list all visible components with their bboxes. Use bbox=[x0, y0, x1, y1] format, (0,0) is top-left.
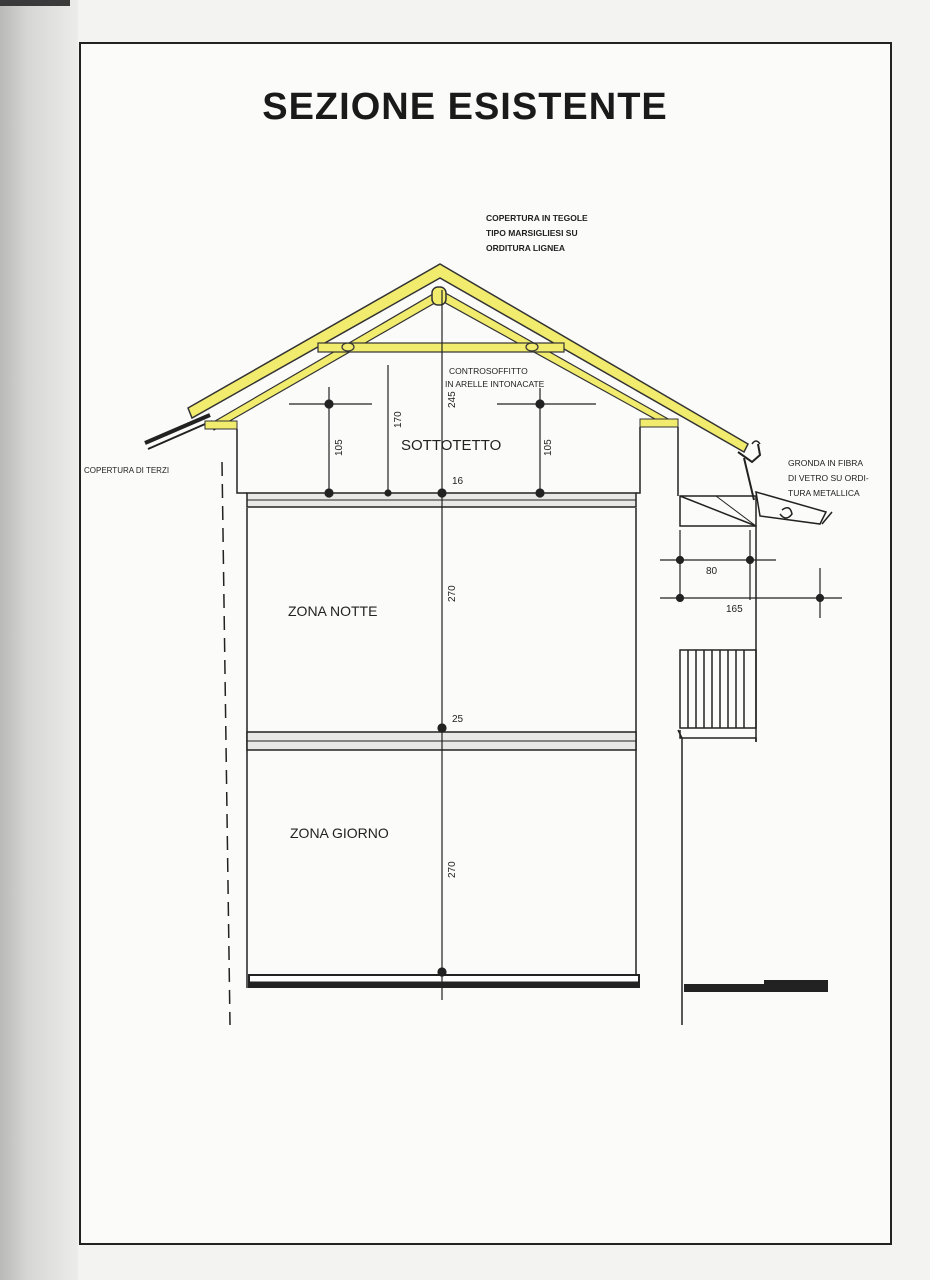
roof bbox=[188, 264, 748, 452]
dim-slab-mid: 25 bbox=[452, 714, 464, 725]
balcony bbox=[680, 496, 756, 742]
dim-balcony-depth: 80 bbox=[706, 566, 718, 577]
neighbor-roof-note: COPERTURA DI TERZI bbox=[84, 466, 170, 475]
dim-attic-ridge: 245 bbox=[447, 391, 458, 408]
dim-eave-depth: 165 bbox=[726, 604, 743, 615]
room-day: ZONA GIORNO bbox=[290, 825, 389, 841]
gutter-note-line-3: TURA METALLICA bbox=[788, 488, 860, 498]
dim-night-height: 270 bbox=[447, 585, 458, 602]
notes bbox=[84, 213, 869, 498]
dim-attic-mid: 170 bbox=[393, 411, 404, 428]
ceiling-note-line-1: CONTROSOFFITTO bbox=[449, 366, 528, 376]
gutter-note-line-2: DI VETRO SU ORDI- bbox=[788, 473, 869, 483]
ground-slab-right bbox=[684, 980, 828, 992]
roof-note-line-3: ORDITURA LIGNEA bbox=[486, 243, 566, 253]
page-title: SEZIONE ESISTENTE bbox=[262, 86, 668, 128]
room-attic: SOTTOTETTO bbox=[401, 437, 502, 454]
gutter-note-line-1: GRONDA IN FIBRA bbox=[788, 458, 864, 468]
building-walls bbox=[237, 427, 682, 1025]
dim-day-height: 270 bbox=[447, 861, 458, 878]
neighbor-roof bbox=[145, 415, 212, 449]
dimension-lines bbox=[289, 290, 842, 1000]
ceiling-note-line-2: IN ARELLE INTONACATE bbox=[445, 379, 545, 389]
dim-slab-top: 16 bbox=[452, 476, 464, 487]
room-night: ZONA NOTTE bbox=[288, 603, 378, 619]
dim-attic-left: 105 bbox=[334, 439, 345, 456]
dim-attic-right: 105 bbox=[543, 439, 554, 456]
floor-slabs bbox=[247, 493, 639, 987]
roof-note-line-2: TIPO MARSIGLIESI SU bbox=[486, 228, 578, 238]
roof-note-line-1: COPERTURA IN TEGOLE bbox=[486, 213, 588, 223]
property-boundary-line bbox=[222, 462, 230, 1025]
